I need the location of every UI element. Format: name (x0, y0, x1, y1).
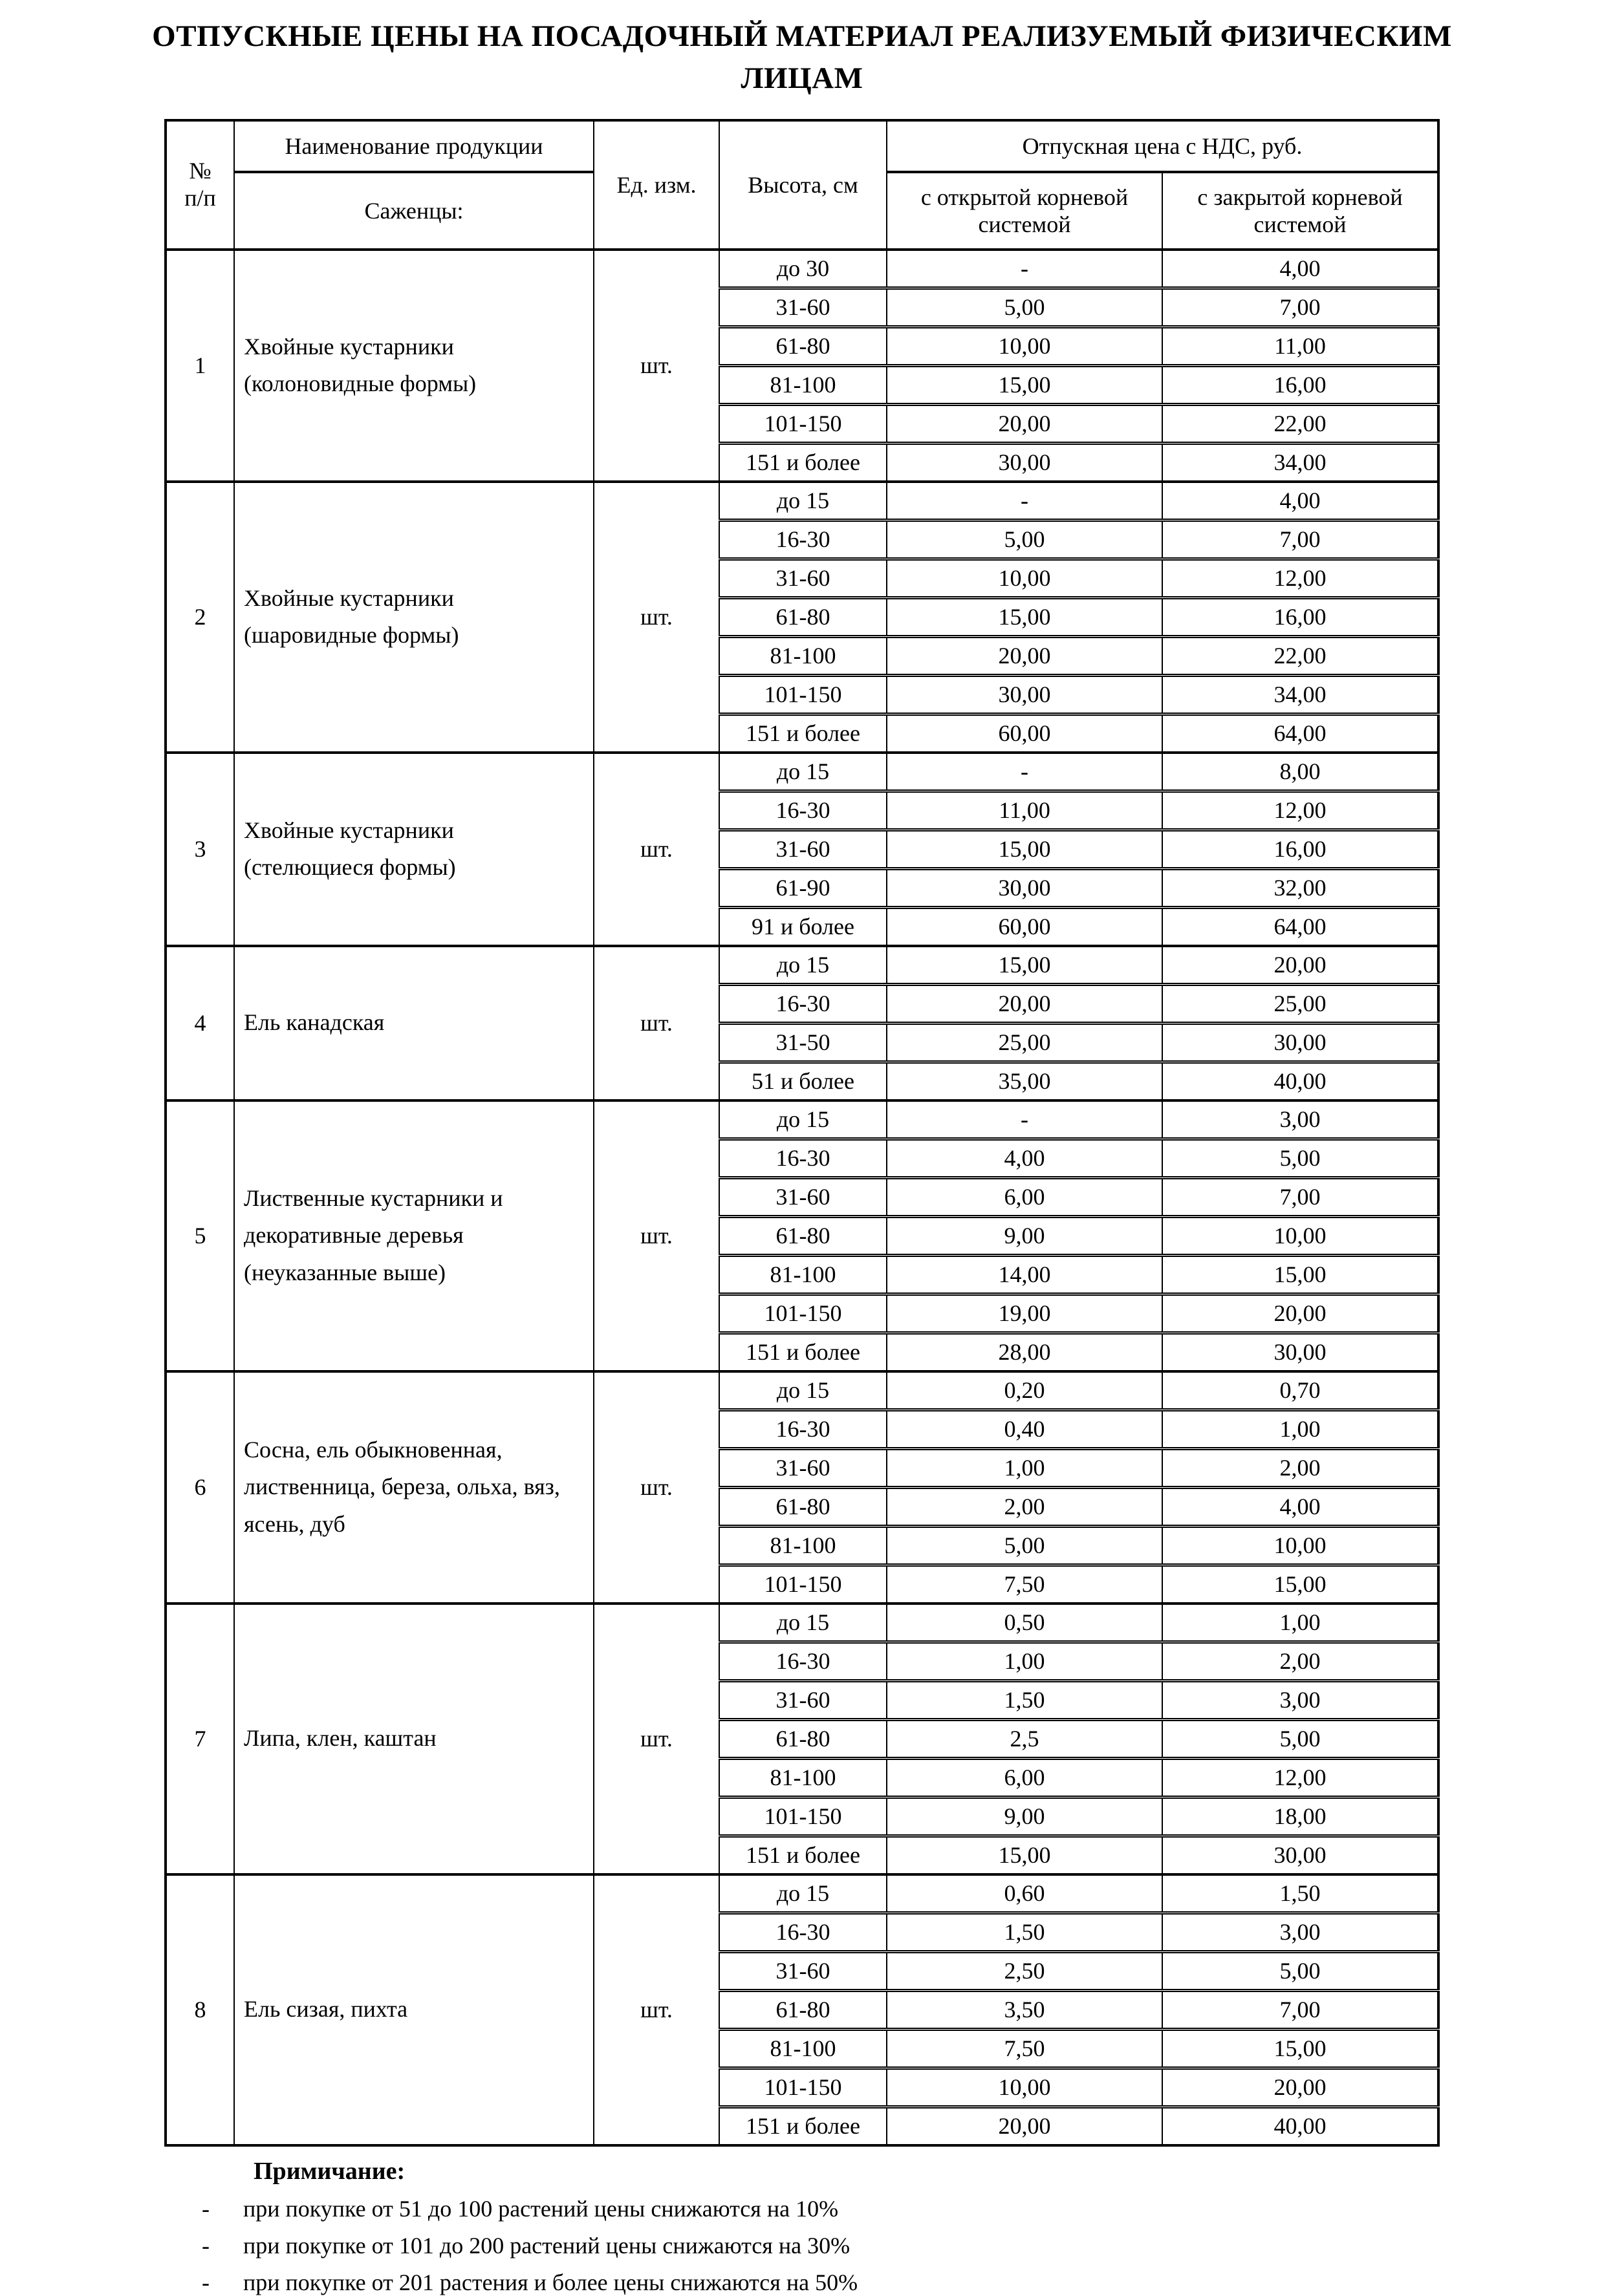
unit-cell: шт. (594, 1100, 719, 1371)
col-header-open-root: с открытой корневой системой (887, 172, 1162, 250)
height-cell: 31-60 (719, 559, 887, 597)
price-closed-root-cell: 7,00 (1162, 1177, 1438, 1216)
price-closed-root-cell: 12,00 (1162, 559, 1438, 597)
height-cell: 151 и более (719, 2107, 887, 2145)
notes (199, 2157, 1604, 2296)
price-table-body (166, 250, 1438, 2145)
row-number-cell: 4 (166, 946, 234, 1100)
price-open-root-cell: 15,00 (887, 365, 1162, 404)
unit-cell: шт. (594, 1874, 719, 2145)
price-open-root-cell: - (887, 250, 1162, 288)
price-closed-root-cell: 20,00 (1162, 946, 1438, 985)
height-cell: 31-60 (719, 1448, 887, 1487)
height-cell: 101-150 (719, 2068, 887, 2107)
row-number-cell: 8 (166, 1874, 234, 2145)
height-cell: до 15 (719, 482, 887, 520)
height-cell: 16-30 (719, 1642, 887, 1680)
price-open-root-cell: 1,50 (887, 1680, 1162, 1719)
height-cell: 31-60 (719, 1951, 887, 1990)
row-number-cell: 6 (166, 1371, 234, 1604)
row-number-cell: 7 (166, 1604, 234, 1874)
height-cell: до 15 (719, 946, 887, 985)
table-row (166, 946, 1438, 985)
row-number-cell: 1 (166, 250, 234, 482)
price-closed-root-cell: 16,00 (1162, 597, 1438, 636)
price-open-root-cell: 10,00 (887, 2068, 1162, 2107)
price-closed-root-cell: 30,00 (1162, 1836, 1438, 1874)
price-closed-root-cell: 30,00 (1162, 1333, 1438, 1371)
height-cell: 61-80 (719, 1487, 887, 1526)
price-open-root-cell: 5,00 (887, 520, 1162, 559)
price-open-root-cell: 1,00 (887, 1448, 1162, 1487)
table-row (166, 1604, 1438, 1642)
price-closed-root-cell: 16,00 (1162, 830, 1438, 868)
height-cell: 61-90 (719, 868, 887, 907)
price-closed-root-cell: 7,00 (1162, 520, 1438, 559)
unit-cell: шт. (594, 250, 719, 482)
price-closed-root-cell: 3,00 (1162, 1913, 1438, 1951)
price-closed-root-cell: 0,70 (1162, 1371, 1438, 1410)
price-open-root-cell: 14,00 (887, 1255, 1162, 1294)
page-title-line-2: ЛИЦАМ (741, 61, 863, 95)
height-cell: 81-100 (719, 1758, 887, 1797)
note-item (199, 2269, 1604, 2296)
price-closed-root-cell: 40,00 (1162, 1062, 1438, 1100)
price-closed-root-cell: 20,00 (1162, 2068, 1438, 2107)
price-closed-root-cell: 22,00 (1162, 636, 1438, 675)
height-cell: 151 и более (719, 1836, 887, 1874)
price-open-root-cell: 6,00 (887, 1758, 1162, 1797)
unit-cell: шт. (594, 482, 719, 753)
price-closed-root-cell: 4,00 (1162, 482, 1438, 520)
height-cell: 81-100 (719, 1526, 887, 1565)
height-cell: 31-60 (719, 1680, 887, 1719)
page-title (123, 0, 1481, 100)
height-cell: 61-80 (719, 1990, 887, 2029)
price-closed-root-cell: 1,50 (1162, 1874, 1438, 1913)
unit-cell: шт. (594, 1371, 719, 1604)
price-closed-root-cell: 15,00 (1162, 1255, 1438, 1294)
price-closed-root-cell: 5,00 (1162, 1139, 1438, 1177)
price-closed-root-cell: 16,00 (1162, 365, 1438, 404)
price-open-root-cell: 28,00 (887, 1333, 1162, 1371)
product-name-cell: Липа, клен, каштан (234, 1604, 594, 1874)
height-cell: до 15 (719, 1874, 887, 1913)
height-cell: 81-100 (719, 636, 887, 675)
price-closed-root-cell: 22,00 (1162, 404, 1438, 443)
price-closed-root-cell: 2,00 (1162, 1448, 1438, 1487)
price-open-root-cell: 1,50 (887, 1913, 1162, 1951)
price-open-root-cell: 11,00 (887, 791, 1162, 830)
price-closed-root-cell: 4,00 (1162, 1487, 1438, 1526)
price-open-root-cell: - (887, 753, 1162, 791)
table-row (166, 482, 1438, 520)
price-open-root-cell: 3,50 (887, 1990, 1162, 2029)
price-open-root-cell: 20,00 (887, 984, 1162, 1023)
price-open-root-cell: 5,00 (887, 1526, 1162, 1565)
note-text: при покупке от 101 до 200 растений цены снижаются на 30% (243, 2232, 851, 2258)
price-closed-root-cell: 64,00 (1162, 714, 1438, 753)
price-open-root-cell: 9,00 (887, 1216, 1162, 1255)
price-open-root-cell: 0,20 (887, 1371, 1162, 1410)
height-cell: до 15 (719, 1604, 887, 1642)
height-cell: до 15 (719, 1371, 887, 1410)
note-text: при покупке от 201 растения и более цены снижаются на 50% (243, 2269, 858, 2295)
product-name-cell: Ель сизая, пихта (234, 1874, 594, 2145)
height-cell: 101-150 (719, 1294, 887, 1333)
unit-cell: шт. (594, 946, 719, 1100)
height-cell: 101-150 (719, 404, 887, 443)
table-row (166, 1100, 1438, 1139)
note-bullet-dash: - (202, 2269, 210, 2295)
height-cell: 151 и более (719, 714, 887, 753)
price-open-root-cell: 60,00 (887, 907, 1162, 946)
price-open-root-cell: 7,50 (887, 1565, 1162, 1604)
height-cell: 81-100 (719, 2029, 887, 2068)
price-closed-root-cell: 3,00 (1162, 1100, 1438, 1139)
price-closed-root-cell: 10,00 (1162, 1526, 1438, 1565)
row-number-cell: 2 (166, 482, 234, 753)
price-closed-root-cell: 20,00 (1162, 1294, 1438, 1333)
product-name-cell: Лиственные кустарники и декоративные деревья (неуказанные выше) (234, 1100, 594, 1371)
col-header-num-pp: п/п (184, 184, 216, 211)
height-cell: до 15 (719, 753, 887, 791)
height-cell: 61-80 (719, 1216, 887, 1255)
price-closed-root-cell: 30,00 (1162, 1023, 1438, 1062)
price-closed-root-cell: 34,00 (1162, 443, 1438, 482)
product-name-cell: Хвойные кустарники (шаровидные формы) (234, 482, 594, 753)
price-closed-root-cell: 2,00 (1162, 1642, 1438, 1680)
price-closed-root-cell: 7,00 (1162, 288, 1438, 327)
price-open-root-cell: 4,00 (887, 1139, 1162, 1177)
price-closed-root-cell: 25,00 (1162, 984, 1438, 1023)
height-cell: 31-50 (719, 1023, 887, 1062)
price-closed-root-cell: 8,00 (1162, 753, 1438, 791)
price-closed-root-cell: 1,00 (1162, 1410, 1438, 1448)
price-closed-root-cell: 4,00 (1162, 250, 1438, 288)
product-name-cell: Сосна, ель обыкновенная, лиственница, береза, ольха, вяз, ясень, дуб (234, 1371, 594, 1604)
price-closed-root-cell: 32,00 (1162, 868, 1438, 907)
price-open-root-cell: 6,00 (887, 1177, 1162, 1216)
price-open-root-cell: 60,00 (887, 714, 1162, 753)
table-row (166, 1874, 1438, 1913)
price-open-root-cell: 2,00 (887, 1487, 1162, 1526)
table-row (166, 250, 1438, 288)
price-closed-root-cell: 15,00 (1162, 1565, 1438, 1604)
height-cell: 81-100 (719, 1255, 887, 1294)
product-name-cell: Хвойные кустарники (колоновидные формы) (234, 250, 594, 482)
height-cell: 16-30 (719, 1139, 887, 1177)
price-open-root-cell: 9,00 (887, 1797, 1162, 1836)
price-open-root-cell: 5,00 (887, 288, 1162, 327)
height-cell: до 15 (719, 1100, 887, 1139)
unit-cell: шт. (594, 753, 719, 946)
price-open-root-cell: 0,40 (887, 1410, 1162, 1448)
height-cell: 51 и более (719, 1062, 887, 1100)
unit-cell: шт. (594, 1604, 719, 1874)
height-cell: 101-150 (719, 1797, 887, 1836)
height-cell: 16-30 (719, 1410, 887, 1448)
price-open-root-cell: 20,00 (887, 2107, 1162, 2145)
col-header-product: Наименование продукции (234, 120, 594, 172)
height-cell: 31-60 (719, 830, 887, 868)
height-cell: 151 и более (719, 443, 887, 482)
price-open-root-cell: - (887, 1100, 1162, 1139)
price-closed-root-cell: 5,00 (1162, 1719, 1438, 1758)
product-name-cell: Ель канадская (234, 946, 594, 1100)
height-cell: 16-30 (719, 791, 887, 830)
height-cell: 151 и более (719, 1333, 887, 1371)
price-open-root-cell: 35,00 (887, 1062, 1162, 1100)
price-open-root-cell: 10,00 (887, 559, 1162, 597)
price-closed-root-cell: 1,00 (1162, 1604, 1438, 1642)
price-closed-root-cell: 18,00 (1162, 1797, 1438, 1836)
col-header-sazhency: Саженцы: (234, 172, 594, 250)
height-cell: 81-100 (719, 365, 887, 404)
price-closed-root-cell: 10,00 (1162, 1216, 1438, 1255)
height-cell: 101-150 (719, 1565, 887, 1604)
height-cell: 91 и более (719, 907, 887, 946)
price-table (164, 119, 1440, 2147)
height-cell: 61-80 (719, 597, 887, 636)
price-open-root-cell: 0,60 (887, 1874, 1162, 1913)
price-open-root-cell: 25,00 (887, 1023, 1162, 1062)
price-closed-root-cell: 11,00 (1162, 327, 1438, 365)
height-cell: 61-80 (719, 327, 887, 365)
col-header-closed-root: с закрытой корневой системой (1162, 172, 1438, 250)
height-cell: 16-30 (719, 1913, 887, 1951)
page-title-line-1: ОТПУСКНЫЕ ЦЕНЫ НА ПОСАДОЧНЫЙ МАТЕРИАЛ РЕАЛИЗУЕМЫЙ ФИЗИЧЕСКИМ (152, 19, 1452, 53)
price-open-root-cell: 15,00 (887, 830, 1162, 868)
price-open-root-cell: - (887, 482, 1162, 520)
price-open-root-cell: 30,00 (887, 443, 1162, 482)
note-text: при покупке от 51 до 100 растений цены снижаются на 10% (243, 2195, 839, 2222)
height-cell: 16-30 (719, 520, 887, 559)
price-closed-root-cell: 64,00 (1162, 907, 1438, 946)
note-item (199, 2195, 1604, 2222)
note-bullet-dash: - (202, 2232, 210, 2258)
price-open-root-cell: 2,5 (887, 1719, 1162, 1758)
price-open-root-cell: 7,50 (887, 2029, 1162, 2068)
col-header-height: Высота, см (719, 120, 887, 250)
price-open-root-cell: 20,00 (887, 404, 1162, 443)
price-open-root-cell: 30,00 (887, 675, 1162, 714)
product-name-cell: Хвойные кустарники (стелющиеся формы) (234, 753, 594, 946)
price-open-root-cell: 10,00 (887, 327, 1162, 365)
col-header-unit: Ед. изм. (594, 120, 719, 250)
height-cell: 61-80 (719, 1719, 887, 1758)
price-closed-root-cell: 40,00 (1162, 2107, 1438, 2145)
price-closed-root-cell: 12,00 (1162, 1758, 1438, 1797)
col-header-price-group: Отпускная цена с НДС, руб. (887, 120, 1438, 172)
col-header-num-sign: № (189, 158, 211, 184)
price-closed-root-cell: 34,00 (1162, 675, 1438, 714)
height-cell: 16-30 (719, 984, 887, 1023)
price-table-header (166, 120, 1438, 250)
row-number-cell: 5 (166, 1100, 234, 1371)
note-item (199, 2232, 1604, 2259)
table-row (166, 753, 1438, 791)
note-bullet-dash: - (202, 2195, 210, 2222)
notes-list (199, 2195, 1604, 2296)
price-closed-root-cell: 3,00 (1162, 1680, 1438, 1719)
price-open-root-cell: 1,00 (887, 1642, 1162, 1680)
notes-title: Примичание: (254, 2157, 406, 2185)
height-cell: 31-60 (719, 1177, 887, 1216)
table-row (166, 1371, 1438, 1410)
price-open-root-cell: 20,00 (887, 636, 1162, 675)
height-cell: до 30 (719, 250, 887, 288)
header-row-top (166, 120, 1438, 172)
height-cell: 31-60 (719, 288, 887, 327)
price-open-root-cell: 15,00 (887, 597, 1162, 636)
price-open-root-cell: 0,50 (887, 1604, 1162, 1642)
price-closed-root-cell: 12,00 (1162, 791, 1438, 830)
row-number-cell: 3 (166, 753, 234, 946)
col-header-num (166, 120, 234, 250)
price-open-root-cell: 2,50 (887, 1951, 1162, 1990)
price-open-root-cell: 15,00 (887, 946, 1162, 985)
price-open-root-cell: 19,00 (887, 1294, 1162, 1333)
price-closed-root-cell: 15,00 (1162, 2029, 1438, 2068)
price-closed-root-cell: 5,00 (1162, 1951, 1438, 1990)
price-closed-root-cell: 7,00 (1162, 1990, 1438, 2029)
height-cell: 101-150 (719, 675, 887, 714)
price-open-root-cell: 30,00 (887, 868, 1162, 907)
price-open-root-cell: 15,00 (887, 1836, 1162, 1874)
